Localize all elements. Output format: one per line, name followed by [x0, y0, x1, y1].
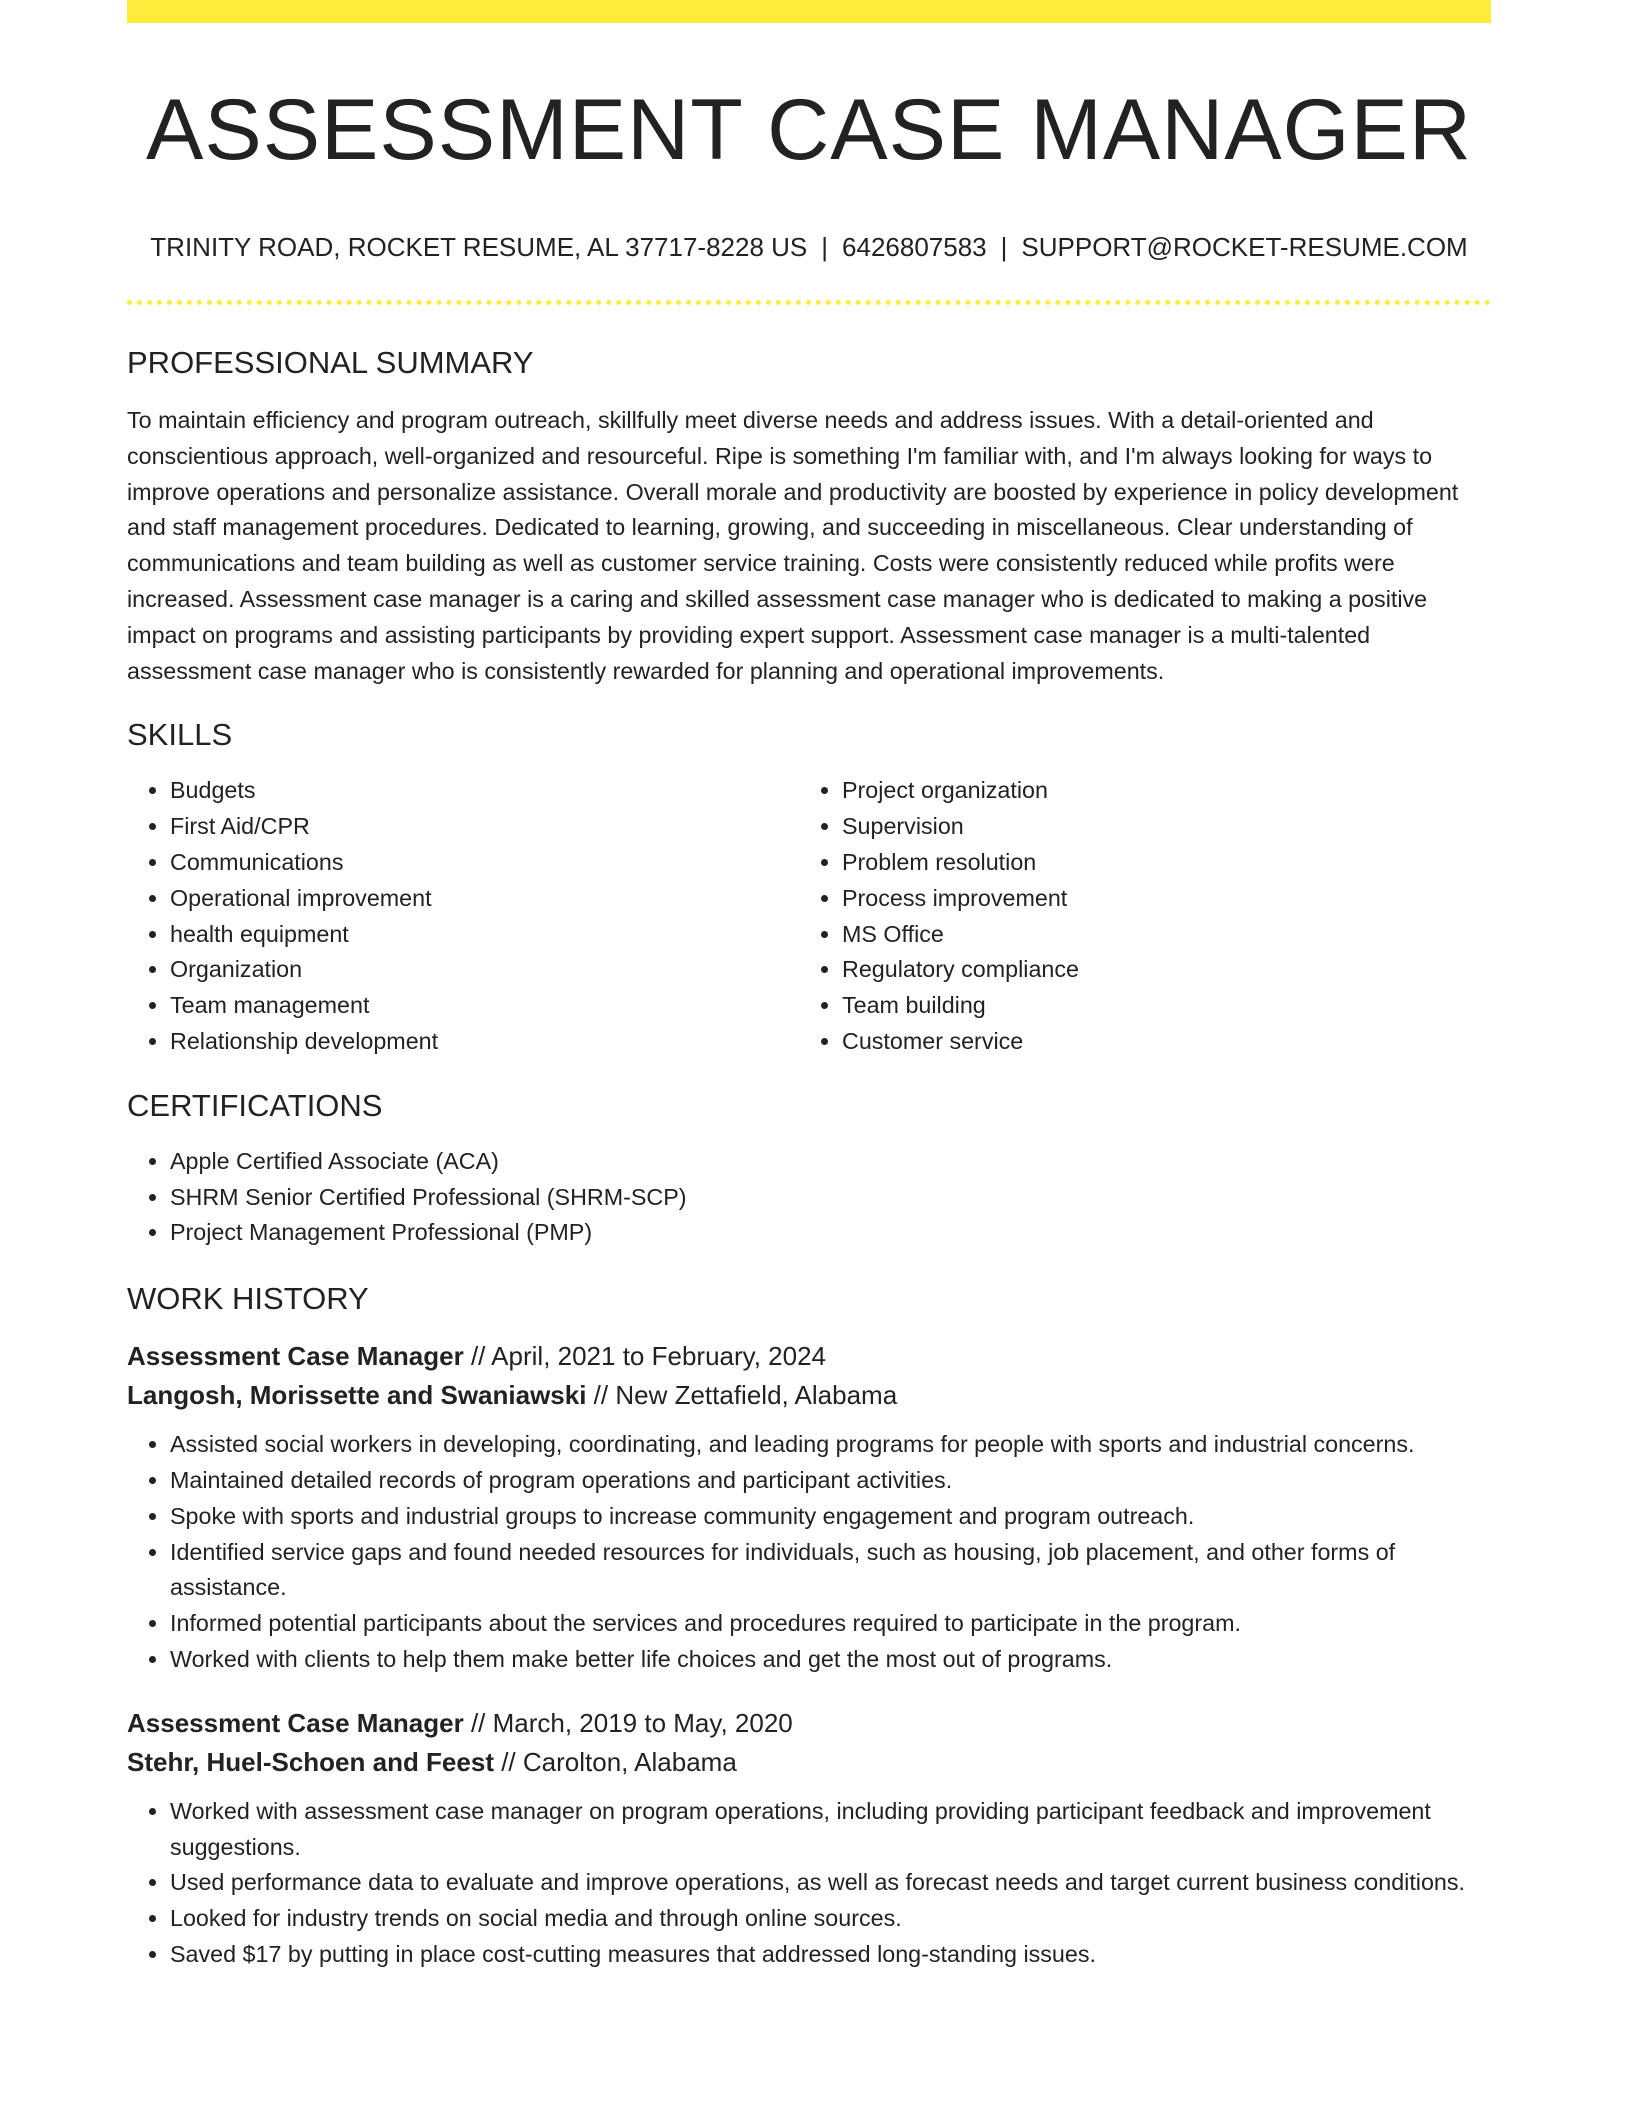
- job-bullet: • Saved $17 by putting in place cost-cutting measures that addressed long-standing issues.: [170, 1937, 1491, 1973]
- job-bullets: [127, 1794, 1491, 1973]
- job-bullet: • Maintained detailed records of program operations and participant activities.: [170, 1463, 1491, 1499]
- job-bullet: • Used performance data to evaluate and improve operations, as well as forecast needs and target current business conditions.: [170, 1865, 1491, 1901]
- contact-separator: |: [1000, 232, 1008, 262]
- certification-item: • Project Management Professional (PMP): [170, 1215, 1491, 1251]
- job-company-line: [127, 1743, 1491, 1782]
- summary-heading: PROFESSIONAL SUMMARY: [127, 345, 534, 380]
- job-company: Langosh, Morissette and Swaniawski: [127, 1380, 587, 1411]
- job-bullet: • Informed potential participants about the services and procedures required to participate in the program.: [170, 1606, 1491, 1642]
- skills-list-left: [127, 773, 799, 1059]
- job-role: Assessment Case Manager: [127, 1341, 464, 1372]
- skills-heading: SKILLS: [127, 717, 233, 753]
- job-company-line: [127, 1376, 1491, 1415]
- job-bullet: • Worked with clients to help them make better life choices and get the most out of programs.: [170, 1642, 1491, 1678]
- skill-item: • Customer service: [842, 1024, 1471, 1060]
- resume-name-title: ASSESSMENT CASE MANAGER: [145, 82, 1473, 178]
- job-dates: // March, 2019 to May, 2020: [463, 1707, 793, 1738]
- job-dates: // April, 2021 to February, 2024: [463, 1341, 827, 1372]
- skill-item: • Operational improvement: [170, 881, 799, 917]
- skill-item: • Regulatory compliance: [842, 952, 1471, 988]
- skill-item: • Problem resolution: [842, 845, 1471, 881]
- skill-item: • Relationship development: [170, 1024, 799, 1060]
- job-entry: [127, 1337, 1491, 1678]
- skill-item: • First Aid/CPR: [170, 809, 799, 845]
- contact-separator: |: [821, 232, 829, 262]
- skills-grid: [127, 773, 1491, 1059]
- certification-item: • Apple Certified Associate (ACA): [170, 1144, 1491, 1180]
- job-role: Assessment Case Manager: [127, 1707, 464, 1738]
- job-location: // Carolton, Alabama: [493, 1746, 737, 1777]
- skill-item: • Process improvement: [842, 881, 1471, 917]
- job-location: // New Zettafield, Alabama: [586, 1380, 898, 1411]
- job-role-line: [127, 1704, 1491, 1743]
- skill-item: • Team management: [170, 988, 799, 1024]
- resume-content: [127, 0, 1491, 1973]
- contact-email: SUPPORT@ROCKET-RESUME.COM: [1021, 232, 1468, 262]
- certifications-list: [127, 1144, 1491, 1251]
- skill-item: • MS Office: [842, 917, 1471, 953]
- contact-address: TRINITY ROAD, ROCKET RESUME, AL 37717-8228 US: [150, 232, 808, 262]
- contact-line: [127, 232, 1491, 262]
- contact-phone: 6426807583: [842, 232, 987, 262]
- job-role-line: [127, 1337, 1491, 1376]
- skills-list-right: [799, 773, 1471, 1059]
- skill-item: • Budgets: [170, 773, 799, 809]
- skill-item: • health equipment: [170, 917, 799, 953]
- job-bullets: [127, 1427, 1491, 1678]
- skills-column-left: [127, 773, 799, 1059]
- skills-column-right: [799, 773, 1471, 1059]
- dotted-divider: [127, 300, 1491, 305]
- job-bullet: • Looked for industry trends on social media and through online sources.: [170, 1901, 1491, 1937]
- summary-text: To maintain efficiency and program outreach, skillfully meet diverse needs and address issues. With a detail-oriented and conscientious approach, well-organized and resourceful. Ripe is something I'm familiar with, and I'm always looking for ways to improve operations and personalize assistance. Overall morale and productivity are boosted by experience in policy development and staff management procedures. Dedicated to learning, growing, and succeeding in miscellaneous. Clear understanding of communications and team building as well as customer service training. Costs were consistently reduced while profits were increased. Assessment case manager is a caring and skilled assessment case manager who is dedicated to making a positive impact on programs and assisting participants by providing expert support. Assessment case manager is a multi-talented assessment case manager who is consistently rewarded for planning and operational improvements.: [127, 407, 1459, 684]
- job-bullet: • Worked with assessment case manager on program operations, including providing participant feedback and improvement suggestions.: [170, 1794, 1491, 1866]
- job-entry: [127, 1704, 1491, 1973]
- skill-item: • Organization: [170, 952, 799, 988]
- certification-item: • SHRM Senior Certified Professional (SHRM-SCP): [170, 1180, 1491, 1216]
- job-bullet: • Assisted social workers in developing, coordinating, and leading programs for people with sports and industrial concerns.: [170, 1427, 1491, 1463]
- job-bullet: • Spoke with sports and industrial groups to increase community engagement and program outreach.: [170, 1499, 1491, 1535]
- skill-item: • Project organization: [842, 773, 1471, 809]
- work-history-heading: WORK HISTORY: [127, 1281, 369, 1317]
- job-bullet: • Identified service gaps and found needed resources for individuals, such as housing, job placement, and other forms of assistance.: [170, 1535, 1491, 1607]
- certifications-heading: CERTIFICATIONS: [127, 1087, 383, 1123]
- skill-item: • Supervision: [842, 809, 1471, 845]
- skill-item: • Team building: [842, 988, 1471, 1024]
- job-company: Stehr, Huel-Schoen and Feest: [127, 1746, 494, 1777]
- skill-item: • Communications: [170, 845, 799, 881]
